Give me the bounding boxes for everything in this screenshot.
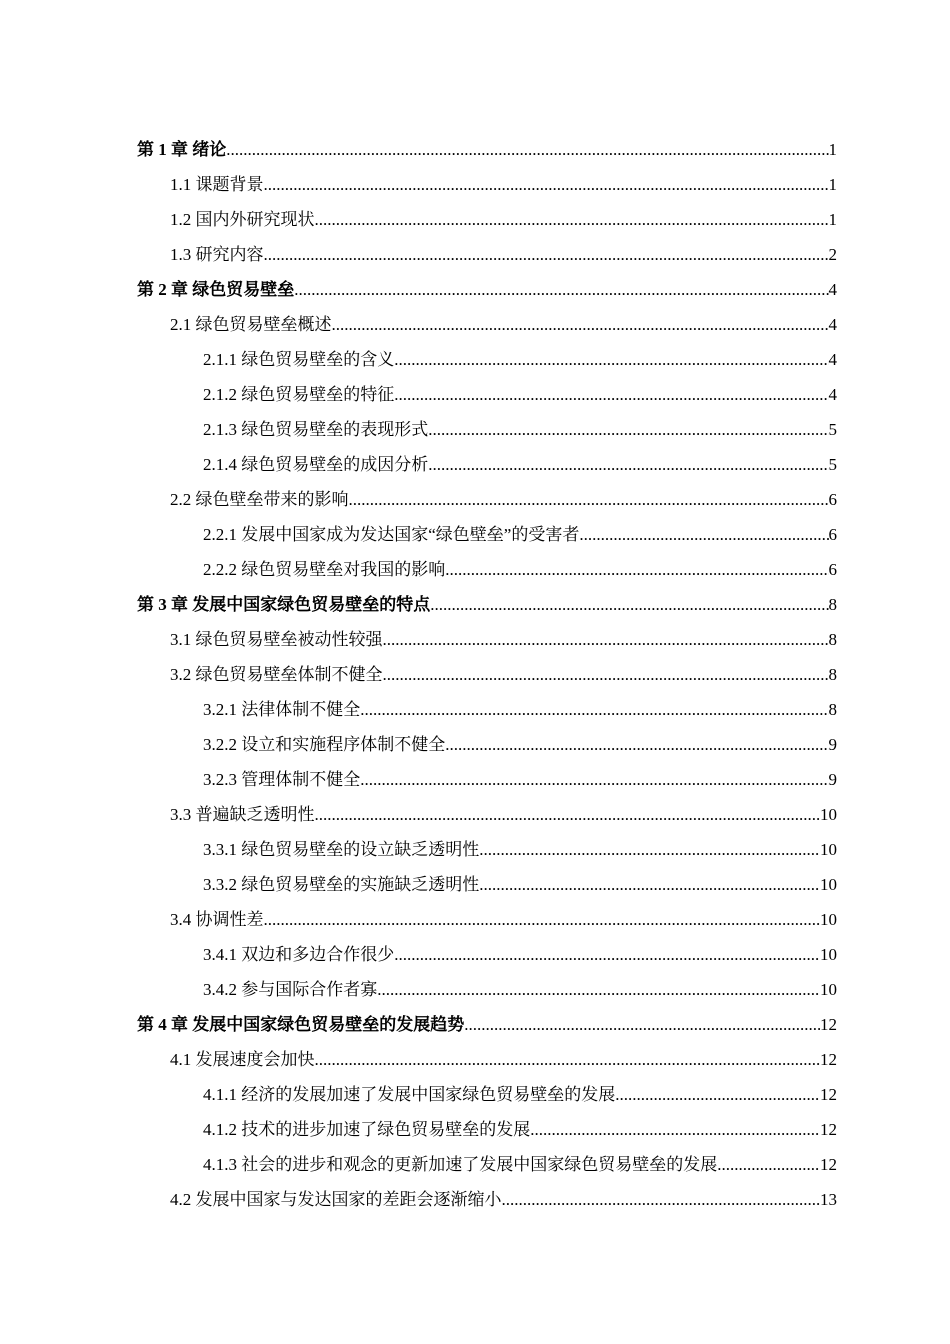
toc-page-number: 1 [828, 175, 837, 194]
toc-entry-title: 2.2.2 绿色贸易壁垒对我国的影响 [203, 560, 446, 579]
toc-section-entry[interactable] [137, 1043, 837, 1078]
toc-entry-title: 3.4.2 参与国际合作者寡 [203, 980, 378, 999]
toc-page-number: 4 [828, 350, 837, 369]
toc-entry-title: 2.2 绿色壁垒带来的影响 [170, 490, 349, 509]
toc-entry-title: 第 1 章 绪论 [137, 140, 227, 159]
toc-subsection-entry[interactable] [137, 1078, 837, 1113]
toc-entry-title: 1.1 课题背景 [170, 175, 264, 194]
dot-leader [394, 385, 828, 405]
toc-subsection-entry[interactable] [137, 553, 837, 588]
toc-subsection-entry[interactable] [137, 938, 837, 973]
dot-leader [294, 280, 828, 300]
dot-leader [445, 560, 828, 580]
toc-subsection-entry[interactable] [137, 728, 837, 763]
toc-entry-title: 3.4.1 双边和多边合作很少 [203, 945, 395, 964]
toc-subsection-entry[interactable] [137, 693, 837, 728]
dot-leader [264, 910, 821, 930]
dot-leader [464, 1015, 820, 1035]
toc-page-number: 4 [828, 315, 837, 334]
toc-page-number: 10 [820, 980, 837, 999]
toc-page-number: 10 [820, 910, 837, 929]
toc-page-number: 6 [828, 525, 837, 544]
toc-entry-title: 3.3.2 绿色贸易壁垒的实施缺乏透明性 [203, 875, 480, 894]
toc-entry-title: 1.2 国内外研究现状 [170, 210, 315, 229]
toc-page-number: 10 [820, 840, 837, 859]
toc-chapter-entry[interactable] [137, 273, 837, 308]
toc-page-number: 8 [828, 700, 837, 719]
toc-page-number: 6 [828, 490, 837, 509]
toc-page-number: 4 [828, 385, 837, 404]
toc-page-number: 8 [828, 665, 837, 684]
toc-subsection-entry[interactable] [137, 378, 837, 413]
toc-section-entry[interactable] [137, 1183, 837, 1218]
toc-page-number: 10 [820, 805, 837, 824]
toc-page-number: 5 [828, 420, 837, 439]
toc-page-number: 1 [828, 210, 837, 229]
dot-leader [264, 245, 829, 265]
dot-leader [383, 630, 829, 650]
dot-leader [717, 1155, 820, 1175]
dot-leader [332, 315, 829, 335]
toc-entry-title: 3.2.1 法律体制不健全 [203, 700, 361, 719]
toc-entry-title: 3.2.2 设立和实施程序体制不健全 [203, 735, 446, 754]
dot-leader [383, 665, 829, 685]
table-of-contents [137, 133, 837, 1218]
toc-page-number: 1 [828, 140, 837, 159]
toc-entry-title: 3.1 绿色贸易壁垒被动性较强 [170, 630, 383, 649]
toc-subsection-entry[interactable] [137, 973, 837, 1008]
dot-leader [377, 980, 820, 1000]
dot-leader [360, 700, 828, 720]
toc-entry-title: 1.3 研究内容 [170, 245, 264, 264]
dot-leader [502, 1190, 821, 1210]
toc-subsection-entry[interactable] [137, 1113, 837, 1148]
toc-section-entry[interactable] [137, 483, 837, 518]
dot-leader [315, 805, 821, 825]
dot-leader [349, 490, 829, 510]
toc-entry-title: 2.1 绿色贸易壁垒概述 [170, 315, 332, 334]
toc-entry-title: 4.2 发展中国家与发达国家的差距会逐渐缩小 [170, 1190, 502, 1209]
toc-entry-title: 2.2.1 发展中国家成为发达国家“绿色壁垒”的受害者 [203, 525, 580, 544]
dot-leader [264, 175, 829, 195]
dot-leader [394, 350, 828, 370]
toc-entry-title: 2.1.4 绿色贸易壁垒的成因分析 [203, 455, 429, 474]
toc-page-number: 9 [828, 770, 837, 789]
toc-entry-title: 3.2 绿色贸易壁垒体制不健全 [170, 665, 383, 684]
toc-page-number: 9 [828, 735, 837, 754]
dot-leader [315, 210, 829, 230]
toc-entry-title: 2.1.1 绿色贸易壁垒的含义 [203, 350, 395, 369]
toc-page-number: 12 [820, 1120, 837, 1139]
toc-section-entry[interactable] [137, 203, 837, 238]
toc-subsection-entry[interactable] [137, 868, 837, 903]
toc-section-entry[interactable] [137, 168, 837, 203]
toc-entry-title: 第 4 章 发展中国家绿色贸易壁垒的发展趋势 [137, 1015, 465, 1034]
toc-page-number: 12 [820, 1155, 837, 1174]
toc-entry-title: 3.2.3 管理体制不健全 [203, 770, 361, 789]
dot-leader [428, 455, 828, 475]
toc-section-entry[interactable] [137, 903, 837, 938]
dot-leader [430, 595, 828, 615]
dot-leader [428, 420, 828, 440]
toc-chapter-entry[interactable] [137, 133, 837, 168]
toc-subsection-entry[interactable] [137, 1148, 837, 1183]
toc-subsection-entry[interactable] [137, 343, 837, 378]
toc-page-number: 13 [820, 1190, 837, 1209]
toc-page-number: 10 [820, 945, 837, 964]
toc-page-number: 4 [828, 280, 837, 299]
dot-leader [315, 1050, 821, 1070]
dot-leader [445, 735, 828, 755]
toc-entry-title: 第 3 章 发展中国家绿色贸易壁垒的特点 [137, 595, 431, 614]
toc-entry-title: 2.1.2 绿色贸易壁垒的特征 [203, 385, 395, 404]
toc-page-number: 5 [828, 455, 837, 474]
toc-entry-title: 2.1.3 绿色贸易壁垒的表现形式 [203, 420, 429, 439]
toc-entry-title: 第 2 章 绿色贸易壁垒 [137, 280, 295, 299]
dot-leader [360, 770, 828, 790]
dot-leader [394, 945, 820, 965]
toc-subsection-entry[interactable] [137, 448, 837, 483]
dot-leader [479, 840, 820, 860]
toc-page-number: 6 [828, 560, 837, 579]
toc-entry-title: 4.1.1 经济的发展加速了发展中国家绿色贸易壁垒的发展 [203, 1085, 616, 1104]
toc-section-entry[interactable] [137, 623, 837, 658]
toc-entry-title: 3.3 普遍缺乏透明性 [170, 805, 315, 824]
toc-subsection-entry[interactable] [137, 413, 837, 448]
toc-page-number: 12 [820, 1085, 837, 1104]
toc-subsection-entry[interactable] [137, 518, 837, 553]
toc-page-number: 2 [828, 245, 837, 264]
dot-leader [226, 140, 828, 160]
toc-section-entry[interactable] [137, 798, 837, 833]
toc-entry-title: 4.1 发展速度会加快 [170, 1050, 315, 1069]
toc-page-number: 8 [828, 595, 837, 614]
toc-entry-title: 4.1.3 社会的进步和观念的更新加速了发展中国家绿色贸易壁垒的发展 [203, 1155, 718, 1174]
toc-entry-title: 3.4 协调性差 [170, 910, 264, 929]
toc-page-number: 12 [820, 1050, 837, 1069]
dot-leader [479, 875, 820, 895]
dot-leader [530, 1120, 820, 1140]
toc-section-entry[interactable] [137, 238, 837, 273]
toc-page-number: 8 [828, 630, 837, 649]
toc-section-entry[interactable] [137, 308, 837, 343]
toc-page-number: 10 [820, 875, 837, 894]
toc-subsection-entry[interactable] [137, 833, 837, 868]
toc-chapter-entry[interactable] [137, 1008, 837, 1043]
toc-chapter-entry[interactable] [137, 588, 837, 623]
toc-subsection-entry[interactable] [137, 763, 837, 798]
dot-leader [579, 525, 828, 545]
toc-section-entry[interactable] [137, 658, 837, 693]
toc-entry-title: 3.3.1 绿色贸易壁垒的设立缺乏透明性 [203, 840, 480, 859]
toc-entry-title: 4.1.2 技术的进步加速了绿色贸易壁垒的发展 [203, 1120, 531, 1139]
dot-leader [615, 1085, 820, 1105]
toc-page-number: 12 [820, 1015, 837, 1034]
